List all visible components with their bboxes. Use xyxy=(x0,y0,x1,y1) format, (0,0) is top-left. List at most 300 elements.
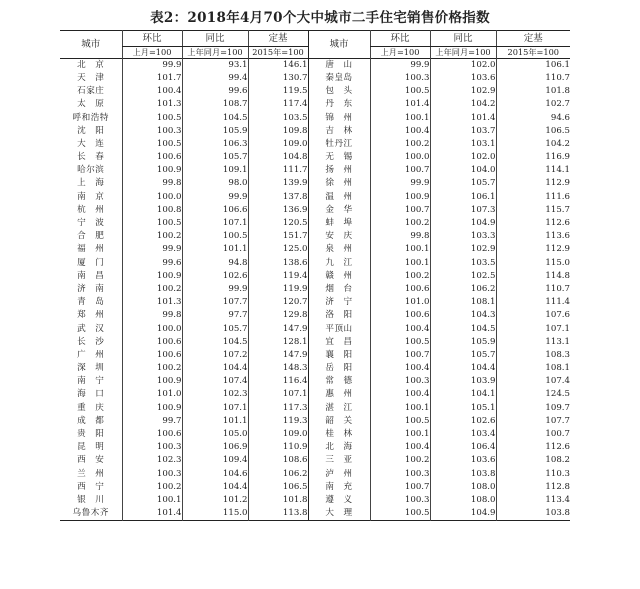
right-fixed-cell: 110.7 xyxy=(496,283,570,296)
left-yoy-cell: 107.1 xyxy=(182,217,248,230)
left-yoy-cell: 99.4 xyxy=(182,72,248,85)
right-fixed-cell: 108.1 xyxy=(496,362,570,375)
fixed-base-left: 2015年=100 xyxy=(248,47,308,59)
left-yoy-cell: 102.6 xyxy=(182,270,248,283)
right-city-cell: 烟 台 xyxy=(308,283,370,296)
left-yoy-cell: 101.1 xyxy=(182,243,248,256)
left-fixed-cell: 117.4 xyxy=(248,98,308,111)
right-yoy-cell: 104.1 xyxy=(430,388,496,401)
right-mom-cell: 100.1 xyxy=(370,111,430,124)
mom-base-right: 上月=100 xyxy=(370,47,430,59)
left-yoy-cell: 104.5 xyxy=(182,335,248,348)
right-fixed-cell: 114.8 xyxy=(496,270,570,283)
left-city-cell: 长 沙 xyxy=(77,336,105,347)
right-yoy-cell: 105.1 xyxy=(430,401,496,414)
left-city-cell: 杭 州 xyxy=(77,204,105,215)
left-city-cell: 西 宁 xyxy=(77,481,105,492)
right-city-cell: 济 宁 xyxy=(308,296,370,309)
right-city-cell: 丹 东 xyxy=(308,98,370,111)
table-row xyxy=(60,177,570,190)
left-yoy-cell: 104.4 xyxy=(182,481,248,494)
left-city-cell: 哈尔滨 xyxy=(77,165,105,176)
table-row xyxy=(60,230,570,243)
left-yoy-cell: 101.2 xyxy=(182,494,248,507)
left-yoy-cell: 94.8 xyxy=(182,256,248,269)
left-yoy-cell: 99.9 xyxy=(182,283,248,296)
table-row xyxy=(60,243,570,256)
left-fixed-cell: 125.0 xyxy=(248,243,308,256)
left-fixed-cell: 109.0 xyxy=(248,138,308,151)
left-mom-cell: 100.6 xyxy=(122,151,182,164)
right-mom-cell: 100.4 xyxy=(370,441,430,454)
right-city-cell: 韶 关 xyxy=(308,415,370,428)
left-fixed-cell: 129.8 xyxy=(248,309,308,322)
right-city-cell: 包 头 xyxy=(308,85,370,98)
table-row xyxy=(60,138,570,151)
mom-header-right: 环比 xyxy=(370,31,430,47)
right-mom-cell: 100.1 xyxy=(370,256,430,269)
table-row xyxy=(60,111,570,124)
right-yoy-cell: 104.9 xyxy=(430,507,496,520)
right-fixed-cell: 110.3 xyxy=(496,467,570,480)
yoy-base-right: 上年同月=100 xyxy=(430,47,496,59)
right-yoy-cell: 103.4 xyxy=(430,428,496,441)
yoy-base-left: 上年同月=100 xyxy=(182,47,248,59)
right-fixed-cell: 107.7 xyxy=(496,415,570,428)
table-body xyxy=(60,59,570,521)
left-city-cell: 长 春 xyxy=(77,152,105,163)
right-mom-cell: 100.2 xyxy=(370,217,430,230)
right-fixed-cell: 109.7 xyxy=(496,401,570,414)
left-fixed-cell: 130.7 xyxy=(248,72,308,85)
right-fixed-cell: 116.9 xyxy=(496,151,570,164)
right-city-cell: 温 州 xyxy=(308,190,370,203)
right-city-cell: 秦皇岛 xyxy=(308,72,370,85)
right-city-cell: 无 锡 xyxy=(308,151,370,164)
table-row xyxy=(60,401,570,414)
price-index-table xyxy=(60,30,570,521)
table-row xyxy=(60,151,570,164)
left-fixed-cell: 120.5 xyxy=(248,217,308,230)
left-yoy-cell: 104.4 xyxy=(182,362,248,375)
left-city-cell: 银 川 xyxy=(77,494,105,505)
right-city-cell: 九 江 xyxy=(308,256,370,269)
left-yoy-cell: 100.5 xyxy=(182,230,248,243)
right-yoy-cell: 105.7 xyxy=(430,349,496,362)
right-mom-cell: 99.9 xyxy=(370,177,430,190)
right-city-cell: 赣 州 xyxy=(308,270,370,283)
right-mom-cell: 101.4 xyxy=(370,98,430,111)
left-city-cell: 大 连 xyxy=(77,138,105,149)
right-city-cell: 南 充 xyxy=(308,481,370,494)
right-mom-cell: 100.1 xyxy=(370,243,430,256)
left-yoy-cell: 99.6 xyxy=(182,85,248,98)
right-yoy-cell: 107.3 xyxy=(430,204,496,217)
left-fixed-cell: 103.5 xyxy=(248,111,308,124)
right-yoy-cell: 105.9 xyxy=(430,335,496,348)
right-city-cell: 蚌 埠 xyxy=(308,217,370,230)
left-fixed-cell: 101.8 xyxy=(248,494,308,507)
right-yoy-cell: 102.9 xyxy=(430,85,496,98)
right-fixed-cell: 115.0 xyxy=(496,256,570,269)
right-city-cell: 锦 州 xyxy=(308,111,370,124)
left-fixed-cell: 104.8 xyxy=(248,151,308,164)
left-yoy-cell: 99.9 xyxy=(182,190,248,203)
right-city-cell: 桂 林 xyxy=(308,428,370,441)
left-city-cell: 南 京 xyxy=(77,191,105,202)
left-fixed-cell: 147.9 xyxy=(248,349,308,362)
right-yoy-cell: 103.3 xyxy=(430,230,496,243)
left-city-cell: 南 宁 xyxy=(77,376,105,387)
left-city-cell: 呼和浩特 xyxy=(72,112,109,123)
right-city-cell: 泉 州 xyxy=(308,243,370,256)
left-yoy-cell: 98.0 xyxy=(182,177,248,190)
right-fixed-cell: 102.7 xyxy=(496,98,570,111)
right-fixed-cell: 112.8 xyxy=(496,481,570,494)
left-fixed-cell: 137.8 xyxy=(248,190,308,203)
right-fixed-cell: 108.3 xyxy=(496,349,570,362)
right-mom-cell: 100.5 xyxy=(370,335,430,348)
right-mom-cell: 100.3 xyxy=(370,72,430,85)
left-yoy-cell: 104.5 xyxy=(182,111,248,124)
table-row xyxy=(60,296,570,309)
right-fixed-cell: 108.2 xyxy=(496,454,570,467)
left-city-cell: 北 京 xyxy=(77,60,105,71)
left-yoy-cell: 104.6 xyxy=(182,467,248,480)
table-row xyxy=(60,124,570,137)
left-fixed-cell: 138.6 xyxy=(248,256,308,269)
left-mom-cell: 99.8 xyxy=(122,309,182,322)
right-mom-cell: 99.9 xyxy=(370,59,430,72)
right-yoy-cell: 103.8 xyxy=(430,467,496,480)
left-yoy-cell: 106.9 xyxy=(182,441,248,454)
right-mom-cell: 100.7 xyxy=(370,204,430,217)
left-fixed-cell: 146.1 xyxy=(248,59,308,72)
right-yoy-cell: 104.4 xyxy=(430,362,496,375)
left-fixed-cell: 108.6 xyxy=(248,454,308,467)
left-yoy-cell: 108.7 xyxy=(182,98,248,111)
left-mom-cell: 100.9 xyxy=(122,401,182,414)
right-mom-cell: 100.9 xyxy=(370,190,430,203)
right-yoy-cell: 103.5 xyxy=(430,256,496,269)
left-mom-cell: 100.9 xyxy=(122,375,182,388)
left-city-cell: 南 昌 xyxy=(77,270,105,281)
table-title: 表2：2018年4月70个大中城市二手住宅销售价格指数 xyxy=(150,10,490,26)
left-fixed-cell: 136.9 xyxy=(248,204,308,217)
left-mom-cell: 101.3 xyxy=(122,98,182,111)
right-mom-cell: 100.1 xyxy=(370,428,430,441)
left-mom-cell: 100.0 xyxy=(122,190,182,203)
left-fixed-cell: 117.3 xyxy=(248,401,308,414)
left-mom-cell: 99.8 xyxy=(122,177,182,190)
right-fixed-cell: 103.8 xyxy=(496,507,570,520)
right-mom-cell: 100.3 xyxy=(370,494,430,507)
table-header xyxy=(60,31,570,59)
right-mom-cell: 100.6 xyxy=(370,283,430,296)
left-mom-cell: 99.9 xyxy=(122,59,182,72)
left-yoy-cell: 93.1 xyxy=(182,59,248,72)
right-mom-cell: 100.7 xyxy=(370,164,430,177)
left-fixed-cell: 106.5 xyxy=(248,481,308,494)
right-mom-cell: 100.2 xyxy=(370,454,430,467)
left-mom-cell: 100.6 xyxy=(122,428,182,441)
yoy-header-right: 同比 xyxy=(430,31,496,47)
right-mom-cell: 100.4 xyxy=(370,388,430,401)
right-mom-cell: 100.7 xyxy=(370,481,430,494)
right-yoy-cell: 104.2 xyxy=(430,98,496,111)
table-row xyxy=(60,217,570,230)
left-mom-cell: 100.3 xyxy=(122,441,182,454)
right-fixed-cell: 94.6 xyxy=(496,111,570,124)
left-yoy-cell: 105.7 xyxy=(182,151,248,164)
fixed-base-right: 2015年=100 xyxy=(496,47,570,59)
left-fixed-cell: 106.2 xyxy=(248,467,308,480)
right-mom-cell: 100.5 xyxy=(370,507,430,520)
table-row xyxy=(60,375,570,388)
right-yoy-cell: 104.0 xyxy=(430,164,496,177)
right-city-cell: 岳 阳 xyxy=(308,362,370,375)
right-fixed-cell: 112.6 xyxy=(496,441,570,454)
right-yoy-cell: 108.0 xyxy=(430,481,496,494)
right-fixed-cell: 104.2 xyxy=(496,138,570,151)
fixed-header-right: 定基 xyxy=(496,31,570,47)
right-yoy-cell: 102.9 xyxy=(430,243,496,256)
right-city-cell: 惠 州 xyxy=(308,388,370,401)
right-yoy-cell: 102.0 xyxy=(430,59,496,72)
left-mom-cell: 100.2 xyxy=(122,362,182,375)
right-mom-cell: 99.8 xyxy=(370,230,430,243)
right-yoy-cell: 106.1 xyxy=(430,190,496,203)
left-mom-cell: 101.0 xyxy=(122,388,182,401)
right-fixed-cell: 112.6 xyxy=(496,217,570,230)
right-fixed-cell: 113.6 xyxy=(496,230,570,243)
left-fixed-cell: 111.7 xyxy=(248,164,308,177)
right-city-cell: 遵 义 xyxy=(308,494,370,507)
left-fixed-cell: 116.4 xyxy=(248,375,308,388)
left-yoy-cell: 97.7 xyxy=(182,309,248,322)
left-city-cell: 西 安 xyxy=(77,455,105,466)
right-yoy-cell: 102.5 xyxy=(430,270,496,283)
left-mom-cell: 100.1 xyxy=(122,494,182,507)
yoy-header-left: 同比 xyxy=(182,31,248,47)
left-city-cell: 昆 明 xyxy=(77,442,105,453)
left-mom-cell: 100.6 xyxy=(122,349,182,362)
left-yoy-cell: 106.3 xyxy=(182,138,248,151)
table-row xyxy=(60,204,570,217)
right-yoy-cell: 103.1 xyxy=(430,138,496,151)
right-city-cell: 唐 山 xyxy=(308,59,370,72)
right-city-cell: 徐 州 xyxy=(308,177,370,190)
right-fixed-cell: 113.1 xyxy=(496,335,570,348)
right-city-cell: 常 德 xyxy=(308,375,370,388)
table-row xyxy=(60,283,570,296)
right-city-cell: 北 海 xyxy=(308,441,370,454)
left-fixed-cell: 119.9 xyxy=(248,283,308,296)
left-city-cell: 重 庆 xyxy=(77,402,105,413)
right-fixed-cell: 106.5 xyxy=(496,124,570,137)
table-row xyxy=(60,388,570,401)
right-city-cell: 大 理 xyxy=(308,507,370,520)
right-mom-cell: 100.3 xyxy=(370,375,430,388)
right-fixed-cell: 111.6 xyxy=(496,190,570,203)
left-fixed-cell: 147.9 xyxy=(248,322,308,335)
left-city-cell: 成 都 xyxy=(77,415,105,426)
left-fixed-cell: 119.4 xyxy=(248,270,308,283)
right-city-cell: 宜 昌 xyxy=(308,335,370,348)
right-yoy-cell: 103.6 xyxy=(430,72,496,85)
left-yoy-cell: 107.7 xyxy=(182,296,248,309)
left-fixed-cell: 139.9 xyxy=(248,177,308,190)
left-mom-cell: 100.0 xyxy=(122,322,182,335)
left-city-cell: 兰 州 xyxy=(77,468,105,479)
left-fixed-cell: 128.1 xyxy=(248,335,308,348)
right-yoy-cell: 105.7 xyxy=(430,177,496,190)
left-yoy-cell: 109.4 xyxy=(182,454,248,467)
left-fixed-cell: 148.3 xyxy=(248,362,308,375)
left-city-cell: 石家庄 xyxy=(77,86,105,97)
right-fixed-cell: 113.4 xyxy=(496,494,570,507)
right-yoy-cell: 106.4 xyxy=(430,441,496,454)
right-city-cell: 平顶山 xyxy=(308,322,370,335)
right-mom-cell: 100.5 xyxy=(370,415,430,428)
right-fixed-cell: 107.4 xyxy=(496,375,570,388)
table-row xyxy=(60,270,570,283)
left-city-cell: 海 口 xyxy=(77,389,105,400)
table-row xyxy=(60,362,570,375)
left-mom-cell: 100.2 xyxy=(122,481,182,494)
table-row xyxy=(60,322,570,335)
mom-header-left: 环比 xyxy=(122,31,182,47)
left-city-cell: 太 原 xyxy=(77,99,105,110)
right-fixed-cell: 124.5 xyxy=(496,388,570,401)
right-yoy-cell: 102.0 xyxy=(430,151,496,164)
right-mom-cell: 100.4 xyxy=(370,322,430,335)
left-fixed-cell: 120.7 xyxy=(248,296,308,309)
left-city-cell: 广 州 xyxy=(77,349,105,360)
table-row xyxy=(60,98,570,111)
right-city-cell: 安 庆 xyxy=(308,230,370,243)
left-city-cell: 济 南 xyxy=(77,283,105,294)
left-fixed-cell: 109.8 xyxy=(248,124,308,137)
right-fixed-cell: 111.4 xyxy=(496,296,570,309)
right-yoy-cell: 108.1 xyxy=(430,296,496,309)
left-fixed-cell: 107.1 xyxy=(248,388,308,401)
table-row xyxy=(60,335,570,348)
left-mom-cell: 100.4 xyxy=(122,85,182,98)
right-city-cell: 三 亚 xyxy=(308,454,370,467)
right-fixed-cell: 107.1 xyxy=(496,322,570,335)
right-yoy-cell: 104.5 xyxy=(430,322,496,335)
right-yoy-cell: 103.9 xyxy=(430,375,496,388)
left-fixed-cell: 119.3 xyxy=(248,415,308,428)
left-fixed-cell: 110.9 xyxy=(248,441,308,454)
left-mom-cell: 102.3 xyxy=(122,454,182,467)
right-mom-cell: 100.4 xyxy=(370,124,430,137)
right-fixed-cell: 114.1 xyxy=(496,164,570,177)
left-city-cell: 贵 阳 xyxy=(77,429,105,440)
right-yoy-cell: 106.2 xyxy=(430,283,496,296)
right-city-cell: 扬 州 xyxy=(308,164,370,177)
table-row xyxy=(60,72,570,85)
left-city-cell: 青 岛 xyxy=(77,297,105,308)
left-mom-cell: 100.6 xyxy=(122,335,182,348)
right-mom-cell: 100.6 xyxy=(370,309,430,322)
table-row xyxy=(60,349,570,362)
left-fixed-cell: 151.7 xyxy=(248,230,308,243)
left-mom-cell: 100.2 xyxy=(122,283,182,296)
table-row xyxy=(60,428,570,441)
right-city-cell: 洛 阳 xyxy=(308,309,370,322)
left-yoy-cell: 105.0 xyxy=(182,428,248,441)
right-fixed-cell: 110.7 xyxy=(496,72,570,85)
left-yoy-cell: 109.1 xyxy=(182,164,248,177)
fixed-header-left: 定基 xyxy=(248,31,308,47)
table-row xyxy=(60,441,570,454)
left-mom-cell: 99.6 xyxy=(122,256,182,269)
left-mom-cell: 100.3 xyxy=(122,467,182,480)
table-row xyxy=(60,415,570,428)
left-mom-cell: 100.5 xyxy=(122,138,182,151)
left-mom-cell: 100.9 xyxy=(122,270,182,283)
right-fixed-cell: 101.8 xyxy=(496,85,570,98)
left-mom-cell: 100.2 xyxy=(122,230,182,243)
right-yoy-cell: 104.3 xyxy=(430,309,496,322)
right-yoy-cell: 103.6 xyxy=(430,454,496,467)
left-yoy-cell: 102.3 xyxy=(182,388,248,401)
left-mom-cell: 100.5 xyxy=(122,217,182,230)
left-city-cell: 厦 门 xyxy=(77,257,105,268)
right-yoy-cell: 102.6 xyxy=(430,415,496,428)
left-fixed-cell: 113.8 xyxy=(248,507,308,520)
left-yoy-cell: 106.6 xyxy=(182,204,248,217)
right-mom-cell: 100.1 xyxy=(370,401,430,414)
left-yoy-cell: 107.4 xyxy=(182,375,248,388)
table-row xyxy=(60,494,570,507)
left-mom-cell: 99.9 xyxy=(122,243,182,256)
left-mom-cell: 101.3 xyxy=(122,296,182,309)
table-row xyxy=(60,59,570,72)
city-header-left: 城市 xyxy=(81,38,101,50)
right-mom-cell: 100.4 xyxy=(370,362,430,375)
left-yoy-cell: 115.0 xyxy=(182,507,248,520)
table-row xyxy=(60,481,570,494)
left-city-cell: 合 肥 xyxy=(77,231,105,242)
left-mom-cell: 100.8 xyxy=(122,204,182,217)
left-fixed-cell: 119.5 xyxy=(248,85,308,98)
right-fixed-cell: 106.1 xyxy=(496,59,570,72)
right-yoy-cell: 108.0 xyxy=(430,494,496,507)
right-yoy-cell: 101.4 xyxy=(430,111,496,124)
right-city-cell: 吉 林 xyxy=(308,124,370,137)
table-row xyxy=(60,256,570,269)
right-city-cell: 金 华 xyxy=(308,204,370,217)
right-fixed-cell: 112.9 xyxy=(496,243,570,256)
right-mom-cell: 100.7 xyxy=(370,349,430,362)
left-city-cell: 宁 波 xyxy=(77,218,105,229)
right-mom-cell: 100.2 xyxy=(370,138,430,151)
left-mom-cell: 101.7 xyxy=(122,72,182,85)
table-row xyxy=(60,164,570,177)
left-yoy-cell: 107.1 xyxy=(182,401,248,414)
right-mom-cell: 100.5 xyxy=(370,85,430,98)
right-mom-cell: 100.0 xyxy=(370,151,430,164)
left-city-cell: 沈 阳 xyxy=(77,125,105,136)
right-mom-cell: 100.2 xyxy=(370,270,430,283)
left-yoy-cell: 105.9 xyxy=(182,124,248,137)
right-mom-cell: 100.3 xyxy=(370,467,430,480)
right-mom-cell: 101.0 xyxy=(370,296,430,309)
left-city-cell: 上 海 xyxy=(77,178,105,189)
